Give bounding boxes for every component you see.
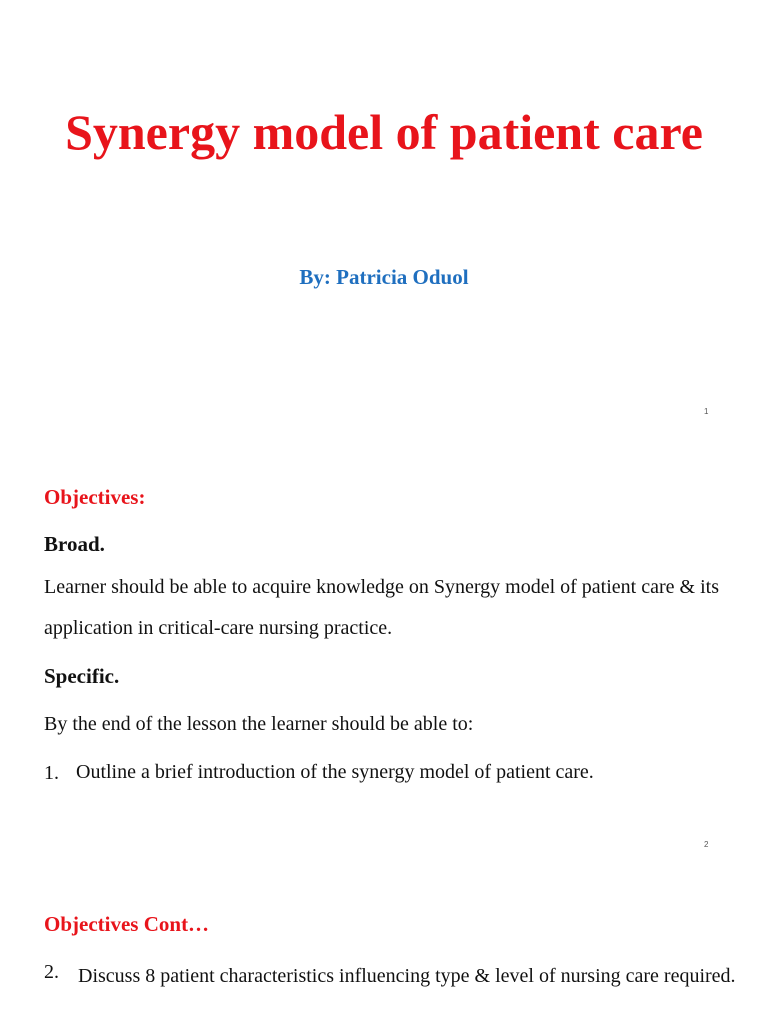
list-item-text: Outline a brief introduction of the synergy model of patient care. [76, 761, 594, 783]
objectives-heading: Objectives: [44, 485, 146, 509]
broad-objective-text: Learner should be able to acquire knowledge on Synergy model of patient care & its application in critical-care nursing practice. [44, 576, 719, 639]
page-number: 1 [704, 407, 709, 416]
objectives-cont-heading: Objectives Cont… [44, 912, 210, 936]
page-number: 2 [704, 840, 709, 849]
page-title: Synergy model of patient care [65, 104, 703, 160]
list-item-text: Discuss 8 patient characteristics influencing type & level of nursing care required. [78, 965, 736, 987]
list-item-number: 2. [44, 961, 59, 983]
broad-label: Broad. [44, 532, 105, 556]
specific-label: Specific. [44, 664, 120, 688]
list-item-number: 1. [44, 762, 59, 784]
specific-intro-text: By the end of the lesson the learner should be able to: [44, 713, 474, 735]
author-line: By: Patricia Oduol [299, 265, 469, 289]
